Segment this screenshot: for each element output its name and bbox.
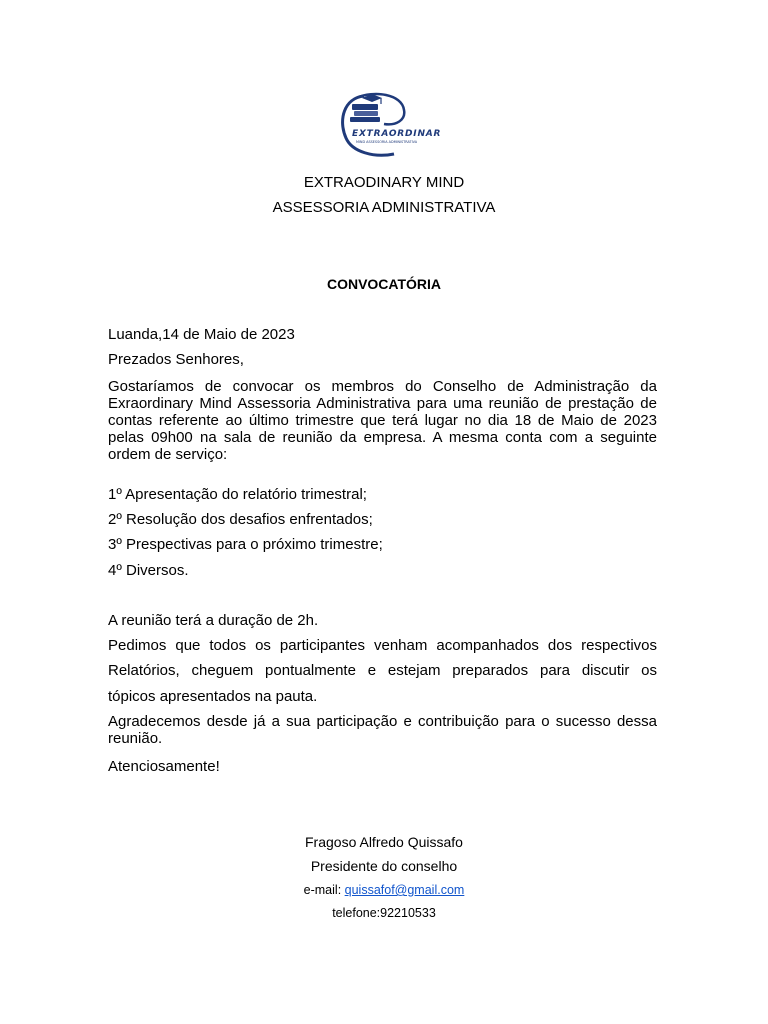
phone-line: telefone:92210533 xyxy=(332,906,436,920)
thanks-line: reunião. xyxy=(108,730,163,747)
email-label: e-mail: xyxy=(303,883,345,897)
agenda-item: 2º Resolução dos desafios enfrentados; xyxy=(108,511,373,528)
company-subtitle: ASSESSORIA ADMINISTRATIVA xyxy=(272,199,496,216)
email-line xyxy=(0,883,768,897)
company-logo xyxy=(334,90,440,160)
intro-line: Exraordinary Mind Assessoria Administrativa para uma reunião de prestação de xyxy=(108,395,657,412)
closing: Atenciosamente! xyxy=(108,758,220,775)
request-line: Relatórios, cheguem pontualmente e estejam preparados para discutir os xyxy=(108,662,657,679)
company-name: EXTRAODINARY MIND xyxy=(303,174,465,191)
intro-line: contas referente ao último trimestre que terá lugar no dia 18 de Maio de 2023 xyxy=(108,412,657,429)
document-title: CONVOCATÓRIA xyxy=(326,276,442,292)
logo-emblem-icon xyxy=(334,90,440,160)
intro-line: Gostaríamos de convocar os membros do Conselho de Administração da xyxy=(108,378,657,395)
email-link[interactable]: quissafof@gmail.com xyxy=(344,883,465,897)
request-line: Pedimos que todos os participantes venham acompanhados dos respectivos xyxy=(108,637,657,654)
request-line: tópicos apresentados na pauta. xyxy=(108,688,318,705)
agenda-item: 3º Prespectivas para o próximo trimestre; xyxy=(108,536,383,553)
signatory-name: Fragoso Alfredo Quissafo xyxy=(305,834,463,850)
agenda-item: 1º Apresentação do relatório trimestral; xyxy=(108,486,367,503)
salutation: Prezados Senhores, xyxy=(108,351,244,368)
thanks-line: Agradecemos desde já a sua participação e contribuição para o sucesso dessa xyxy=(108,713,657,730)
place-date: Luanda,14 de Maio de 2023 xyxy=(108,326,295,343)
intro-line: pelas 09h00 na sala de reunião da empresa. A mesma conta com a seguinte xyxy=(108,429,657,446)
intro-paragraph xyxy=(108,378,657,463)
logo-tagline: MIND ASSESSORIA ADMINISTRATIVA xyxy=(356,140,418,144)
thanks-paragraph xyxy=(108,713,657,747)
logo-wordmark: EXTRAORDINARY xyxy=(352,129,440,139)
intro-line: ordem de serviço: xyxy=(108,446,228,463)
agenda-item: 4º Diversos. xyxy=(108,562,189,579)
signatory-role: Presidente do conselho xyxy=(310,858,458,874)
meeting-duration: A reunião terá a duração de 2h. xyxy=(108,612,319,629)
